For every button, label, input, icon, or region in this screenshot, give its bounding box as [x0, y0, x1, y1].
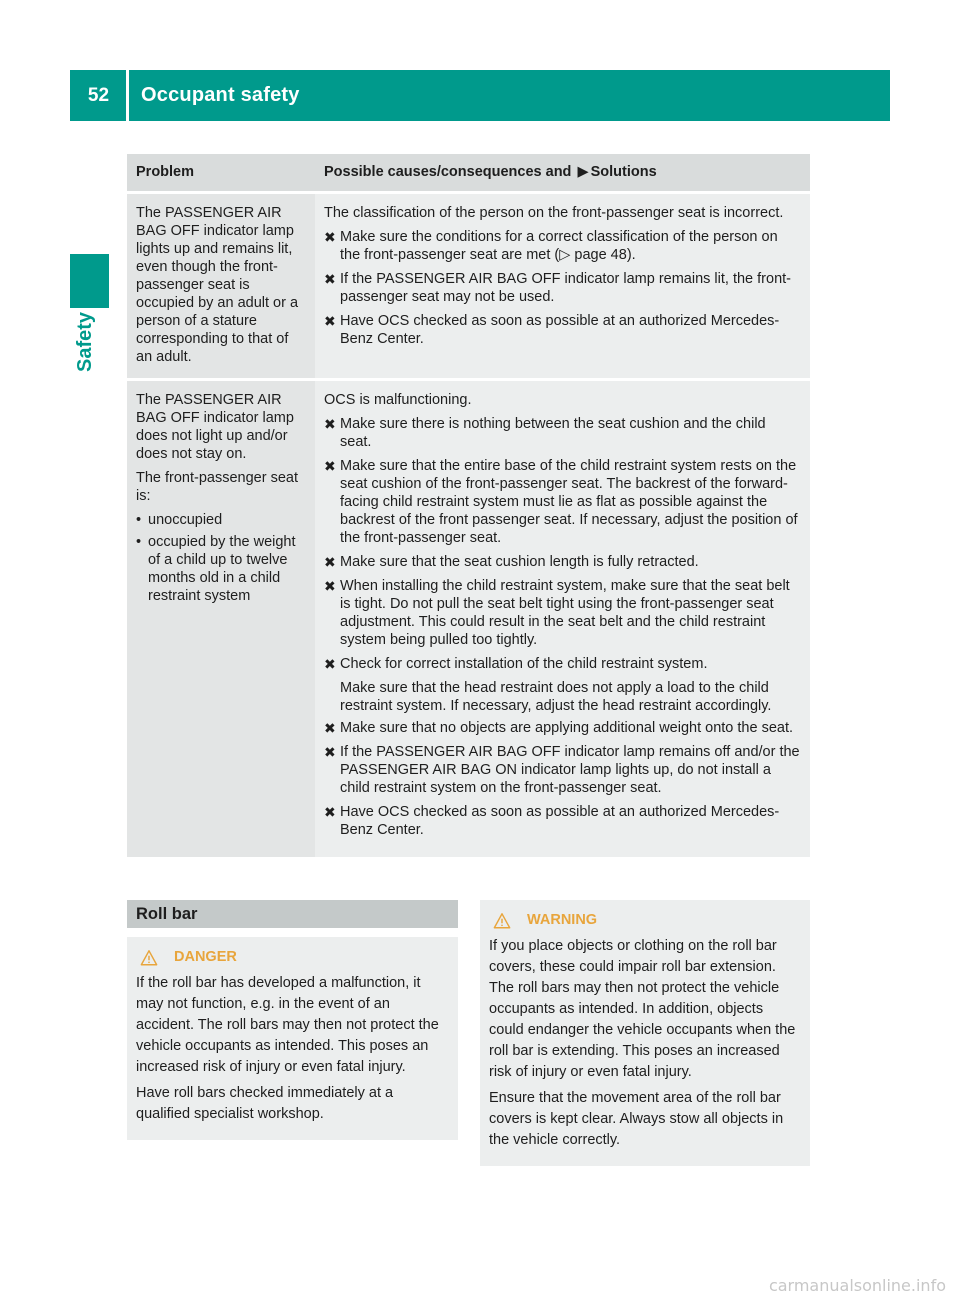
column-header-solutions-text: Solutions: [590, 164, 657, 180]
problem-text: The PASSENGER AIR BAG OFF indicator lamp lights up and remains lit, even though the front-passenger seat is occupied by an adult or a person of a stature corresponding to that of an adult.: [136, 205, 299, 365]
solution-cell: [315, 381, 810, 857]
solution-step: [324, 228, 801, 264]
step-text: Make sure that no objects are applying additional weight onto the seat.: [340, 720, 794, 736]
table-header-row: [127, 154, 810, 191]
arrow-right-icon: ✖: [324, 313, 336, 329]
bullet-icon: •: [136, 534, 142, 550]
step-text: Make sure there is nothing between the seat cushion and the child seat.: [340, 416, 766, 450]
cause-text: The classification of the person on the front-passenger seat is incorrect.: [324, 205, 784, 221]
step-text: Make sure that the entire base of the child restraint system rests on the seat cushion of the front-passenger seat. The backrest of the forward-facing child restraint system must lie as flat as possible against the backrest of the front passenger seat. If necessary, adjust the position of the front-passenger seat.: [340, 458, 798, 546]
warning-box: [480, 900, 810, 1166]
side-tab-marker: [70, 254, 109, 308]
list-item: [136, 533, 306, 605]
danger-box: [127, 937, 458, 1140]
solution-step: [324, 457, 801, 547]
cause-text: OCS is malfunctioning.: [324, 392, 472, 408]
solution-cell: [315, 194, 810, 378]
table-row: [127, 194, 810, 378]
solution-step: [324, 655, 801, 673]
solution-step: [324, 415, 801, 451]
solution-step: [324, 270, 801, 306]
troubleshooting-table: [127, 154, 810, 857]
arrow-right-icon: ▶: [577, 164, 589, 180]
column-header-causes: [315, 154, 810, 191]
step-text: If the PASSENGER AIR BAG OFF indicator lamp remains lit, the front-passenger seat may not be used.: [340, 271, 791, 305]
bullet-icon: •: [136, 512, 142, 528]
arrow-right-icon: ✖: [324, 554, 336, 570]
rollbar-heading: Roll bar: [127, 900, 458, 928]
step-text: Make sure the conditions for a correct classification of the person on the front-passenger seat are met (▷ page 48).: [340, 229, 778, 263]
arrow-right-icon: ✖: [324, 458, 336, 474]
list-item: [136, 511, 306, 529]
column-header-causes-text: Possible causes/consequences and: [324, 164, 572, 180]
section-title: Occupant safety: [141, 84, 300, 106]
bullet-text: unoccupied: [148, 512, 223, 528]
step-text: Make sure that the seat cushion length is fully retracted.: [340, 554, 699, 570]
arrow-right-icon: ✖: [324, 578, 336, 594]
bullet-text: occupied by the weight of a child up to twelve months old in a child restraint system: [148, 534, 296, 604]
warning-paragraph: Ensure that the movement area of the roll bar covers is kept clear. Always stow all objects in the vehicle correctly.: [489, 1090, 784, 1148]
step-text: If the PASSENGER AIR BAG OFF indicator lamp remains off and/or the PASSENGER AIR BAG ON indicator lamp lights up, do not install a child restraint system on the front-passenger seat.: [340, 744, 800, 796]
page-number: 52: [87, 84, 110, 106]
solution-step: [324, 719, 801, 737]
problem-text: The PASSENGER AIR BAG OFF indicator lamp does not light up and/or does not stay on.: [136, 392, 294, 462]
warning-triangle-icon: [140, 949, 158, 967]
danger-title: DANGER: [174, 949, 237, 965]
danger-paragraph: If the roll bar has developed a malfunction, it may not function, e.g. in the event of an accident. The roll bars may then not protect the vehicle occupants as intended. This poses an increased risk of injury or even fatal injury.: [136, 975, 439, 1075]
step-text: Have OCS checked as soon as possible at an authorized Mercedes-Benz Center.: [340, 313, 780, 347]
danger-title-row: [140, 947, 449, 968]
warning-title-row: [493, 910, 801, 931]
problem-cell: [127, 194, 315, 378]
warning-triangle-icon: [493, 912, 511, 930]
arrow-right-icon: ✖: [324, 744, 336, 760]
problem-cell: [127, 381, 315, 857]
step-text: Check for correct installation of the child restraint system.: [340, 656, 708, 672]
solution-step: [324, 743, 801, 797]
solution-step: [324, 803, 801, 839]
problem-text: The front-passenger seat is:: [136, 470, 299, 504]
footer-watermark: carmanualsonline.info: [768, 1276, 946, 1295]
arrow-right-icon: ✖: [324, 656, 336, 672]
table-row: [127, 381, 810, 857]
rollbar-section: [127, 900, 458, 1140]
step-note: Make sure that the head restraint does not apply a load to the child restraint system. If necessary, adjust the head restraint accordingly.: [340, 680, 772, 714]
step-text: Have OCS checked as soon as possible at an authorized Mercedes-Benz Center.: [340, 804, 780, 838]
solution-step: [324, 553, 801, 571]
arrow-right-icon: ✖: [324, 720, 336, 736]
side-section-label: Safety: [74, 311, 96, 372]
column-header-problem: Problem: [127, 154, 315, 191]
header-divider: [126, 70, 129, 121]
step-text: When installing the child restraint system, make sure that the seat belt is tight. Do not pull the seat belt tight using the front-passenger seat adjustment. This could result in the seat belt and the child restraint system being pulled too tightly.: [340, 578, 790, 648]
solution-step: [324, 577, 801, 649]
arrow-right-icon: ✖: [324, 416, 336, 432]
arrow-right-icon: ✖: [324, 271, 336, 287]
danger-paragraph: Have roll bars checked immediately at a qualified specialist workshop.: [136, 1085, 394, 1122]
warning-paragraph: If you place objects or clothing on the roll bar covers, these could impair roll bar extension. The roll bars may then not protect the vehicle occupants as intended. In addition, objects could endanger the vehicle occupants when the roll bar is extending. This poses an increased risk of injury or even fatal injury.: [489, 938, 796, 1080]
arrow-right-icon: ✖: [324, 229, 336, 245]
warning-title: WARNING: [527, 912, 598, 928]
arrow-right-icon: ✖: [324, 804, 336, 820]
solution-step: [324, 312, 801, 348]
